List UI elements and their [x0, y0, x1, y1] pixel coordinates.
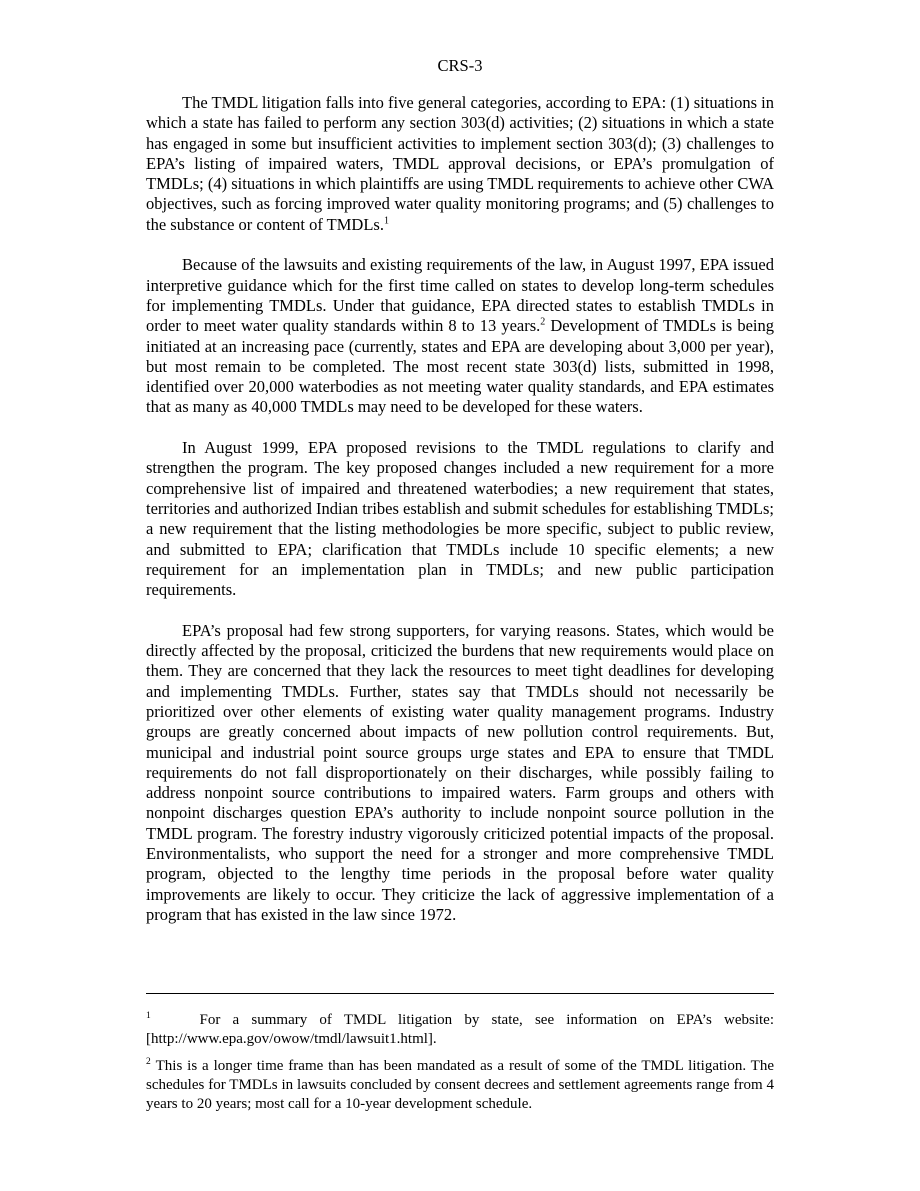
page-number-label: CRS-3 — [437, 56, 483, 75]
footnote-divider — [146, 993, 774, 994]
footnotes — [146, 1011, 774, 1122]
paragraph-text: EPA’s proposal had few strong supporters, for varying reasons. States, which would be directly affected by the proposal, criticized the burdens that new requirements would place on them. They are concerned that they lack the resources to meet tight deadlines for developing and implementing TMDLs. Further, states say that TMDLs should not necessarily be prioritized over other elements of existing water quality management programs. Industry groups are greatly concerned about impacts of new pollution control requirements. But, municipal and industrial point source groups urge states and EPA to ensure that TMDL requirements do not fall disproportionately on their discharges, while possibly failing to address nonpoint source contributions to impaired waters. Farm groups and others with nonpoint discharges question EPA’s authority to include nonpoint source pollution in the TMDL program. The forestry industry vigorously criticized potential impacts of the proposal. Environmentalists, who support the need for a stronger and more comprehensive TMDL program, objected to the lengthy time periods in the proposal before water quality improvements are likely to occur. They criticize the lack of aggressive implementation of a program that has existed in the law since 1972. — [146, 620, 774, 924]
paragraph-proposed-revisions — [146, 438, 774, 600]
paragraph-text-continued: Development of TMDLs is being initiated at an increasing pace (currently, states and EPA are developing about 3,000 per year), but most remain to be completed. The most recent state 303(d) lists, submitted in 1998, identified over 20,000 waterbodies as not meeting water quality standards, and EPA estimates that as many as 40,000 TMDLs may need to be developed for these waters. — [146, 316, 774, 417]
footnote-mark: 1 — [146, 1011, 151, 1021]
paragraph-proposal-reactions — [146, 621, 774, 925]
page-header — [146, 56, 774, 76]
paragraph-interpretive-guidance — [146, 255, 774, 417]
footnote-text: This is a longer time frame than has been mandated as a result of some of the TMDL litigation. The schedules for TMDLs in lawsuits concluded by consent decrees and settlement agreements range from 4 years to 20 years; most call for a 10-year development schedule. — [146, 1058, 774, 1112]
paragraph-text: The TMDL litigation falls into five general categories, according to EPA: (1) situations in which a state has failed to perform any section 303(d) activities; (2) situations in which a state has engaged in some but insufficient activities to implement section 303(d); (3) challenges to EPA’s listing of impaired waters, TMDL approval decisions, or EPA’s promulgation of TMDLs; (4) situations in which plaintiffs are using TMDL requirements to achieve other CWA objectives, such as forcing improved water quality monitoring programs; and (5) challenges to the substance or content of TMDLs. — [146, 93, 774, 234]
footnote-text: For a summary of TMDL litigation by state, see information on EPA’s website: [http://www.epa.gov/owow/tmdl/lawsuit1.html]. — [146, 1012, 774, 1047]
footnote-reference: 2 — [540, 316, 546, 328]
footnote-2 — [146, 1057, 774, 1114]
paragraph-litigation-categories — [146, 93, 774, 235]
footnote-reference: 1 — [383, 215, 389, 227]
paragraph-text: Because of the lawsuits and existing requirements of the law, in August 1997, EPA issued interpretive guidance which for the first time called on states to develop long-term schedules for implementing TMDLs. Under that guidance, EPA directed states to establish TMDLs in order to meet water quality standards within 8 to 13 years. — [146, 255, 774, 336]
body-text — [146, 93, 774, 945]
footnote-1 — [146, 1011, 774, 1049]
paragraph-text: In August 1999, EPA proposed revisions to the TMDL regulations to clarify and strengthen the program. The key proposed changes included a new requirement for a more comprehensive list of impaired and threatened waterbodies; a new requirement that states, territories and authorized Indian tribes establish and submit schedules for establishing TMDLs; a new requirement that the listing methodologies be more specific, subject to public review, and submitted to EPA; clarification that TMDLs include 10 specific elements; a new requirement for an implementation plan in TMDLs; and new public participation requirements. — [146, 438, 774, 600]
footnote-mark: 2 — [146, 1057, 151, 1067]
